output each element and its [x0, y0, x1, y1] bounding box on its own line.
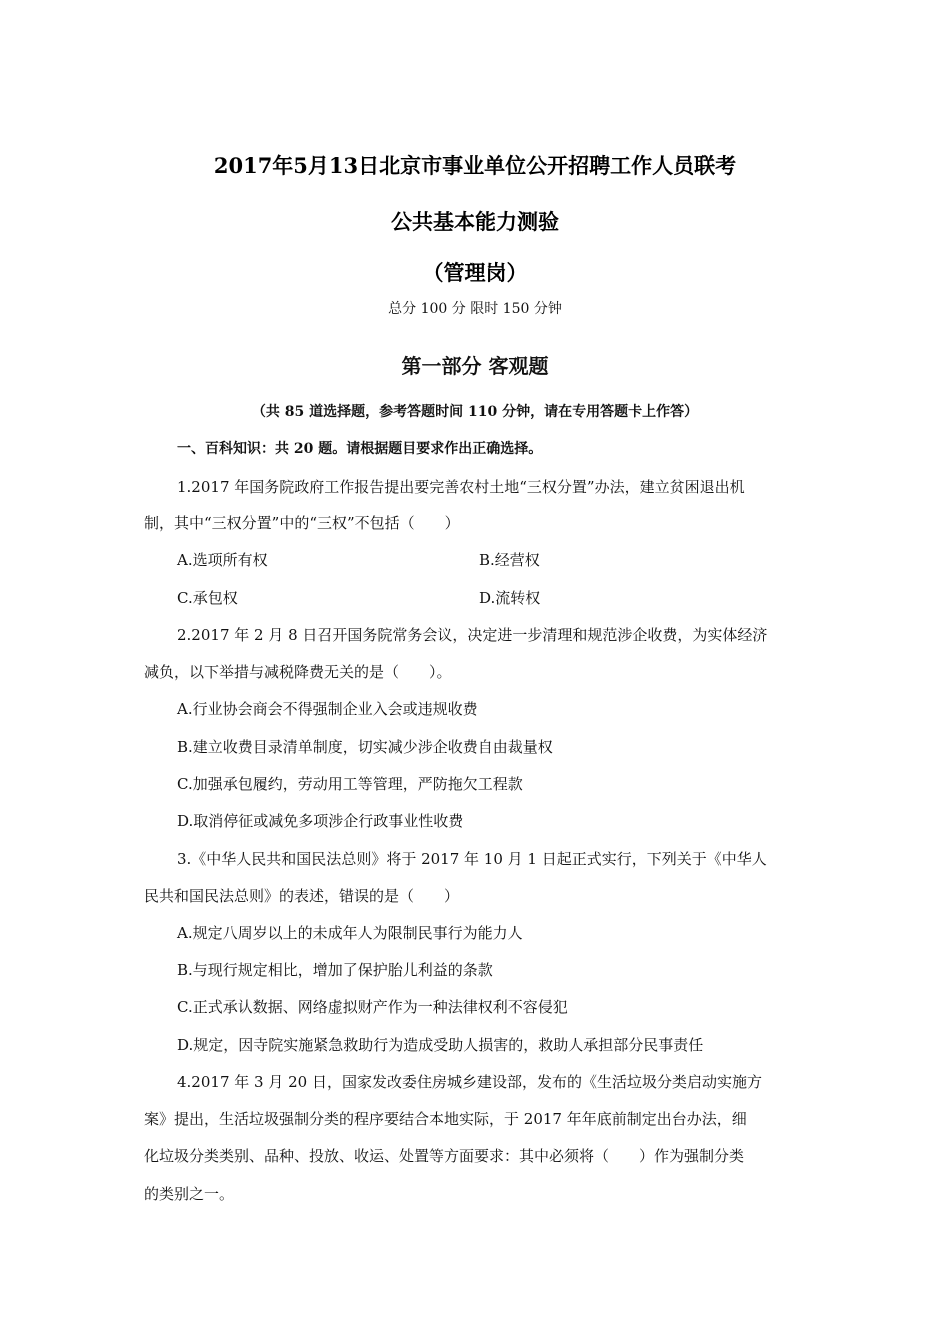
exam-title: 2017年5月13日北京市事业单位公开招聘工作人员联考 — [213, 153, 737, 178]
question-3-stem-line1: 3.《中华人民共和国民法总则》将于 2017 年 10 月 1 日起正式实行，下列关于《中华人 — [177, 850, 767, 868]
question-3-option-b: B.与现行规定相比，增加了保护胎儿利益的条款 — [177, 961, 493, 979]
question-2-option-a: A.行业协会商会不得强制企业入会或违规收费 — [177, 700, 478, 718]
question-3-option-c: C.正式承认数据、网络虚拟财产作为一种法律权利不容侵犯 — [177, 998, 568, 1016]
question-1-option-a: A.选项所有权 — [177, 551, 268, 569]
question-1-option-b: B.经营权 — [479, 551, 540, 569]
question-3-stem-line2: 民共和国民法总则》的表述，错误的是（ ） — [144, 887, 460, 905]
question-2-stem-line1: 2.2017 年 2 月 8 日召开国务院常务会议，决定进一步清理和规范涉企收费，为实体经济 — [177, 626, 768, 644]
question-4-stem-line1: 4.2017 年 3 月 20 日，国家发改委住房城乡建设部，发布的《生活垃圾分类启动实施方 — [177, 1073, 762, 1091]
question-4-stem-line2: 案》提出，生活垃圾强制分类的程序要结合本地实际，于 2017 年年底前制定出台办法，细 — [144, 1110, 747, 1128]
exam-subject: 公共基本能力测验 — [391, 209, 559, 234]
question-3-option-a: A.规定八周岁以上的未成年人为限制民事行为能力人 — [177, 924, 523, 942]
question-1-stem-line2: 制，其中“三权分置”中的“三权”不包括（ ） — [144, 514, 460, 532]
question-2-option-c: C.加强承包履约，劳动用工等管理，严防拖欠工程款 — [177, 775, 523, 793]
part-title: 第一部分 客观题 — [401, 354, 549, 378]
question-3-option-d: D.规定，因寺院实施紧急救助行为造成受助人损害的，救助人承担部分民事责任 — [177, 1036, 704, 1054]
section-heading: 一、百科知识：共 20 题。请根据题目要求作出正确选择。 — [177, 441, 543, 457]
question-2-option-b: B.建立收费目录清单制度，切实减少涉企收费自由裁量权 — [177, 738, 553, 756]
question-4-stem-line3: 化垃圾分类类别、品种、投放、收运、处置等方面要求：其中必须将（ ）作为强制分类 — [144, 1147, 745, 1165]
question-4-stem-line4: 的类别之一。 — [144, 1185, 235, 1203]
exam-category: （管理岗） — [422, 260, 528, 285]
exam-meta: 总分 100 分 限时 150 分钟 — [388, 301, 562, 317]
question-1-option-d: D.流转权 — [479, 589, 541, 607]
question-1-option-c: C.承包权 — [177, 589, 238, 607]
part-note: （共 85 道选择题，参考答题时间 110 分钟，请在专用答题卡上作答） — [251, 404, 699, 420]
question-2-stem-line2: 减负，以下举措与减税降费无关的是（ ）。 — [144, 663, 452, 681]
question-1-stem-line1: 1.2017 年国务院政府工作报告提出要完善农村土地“三权分置”办法，建立贫困退出机 — [177, 478, 745, 496]
question-2-option-d: D.取消停征或减免多项涉企行政事业性收费 — [177, 812, 464, 830]
